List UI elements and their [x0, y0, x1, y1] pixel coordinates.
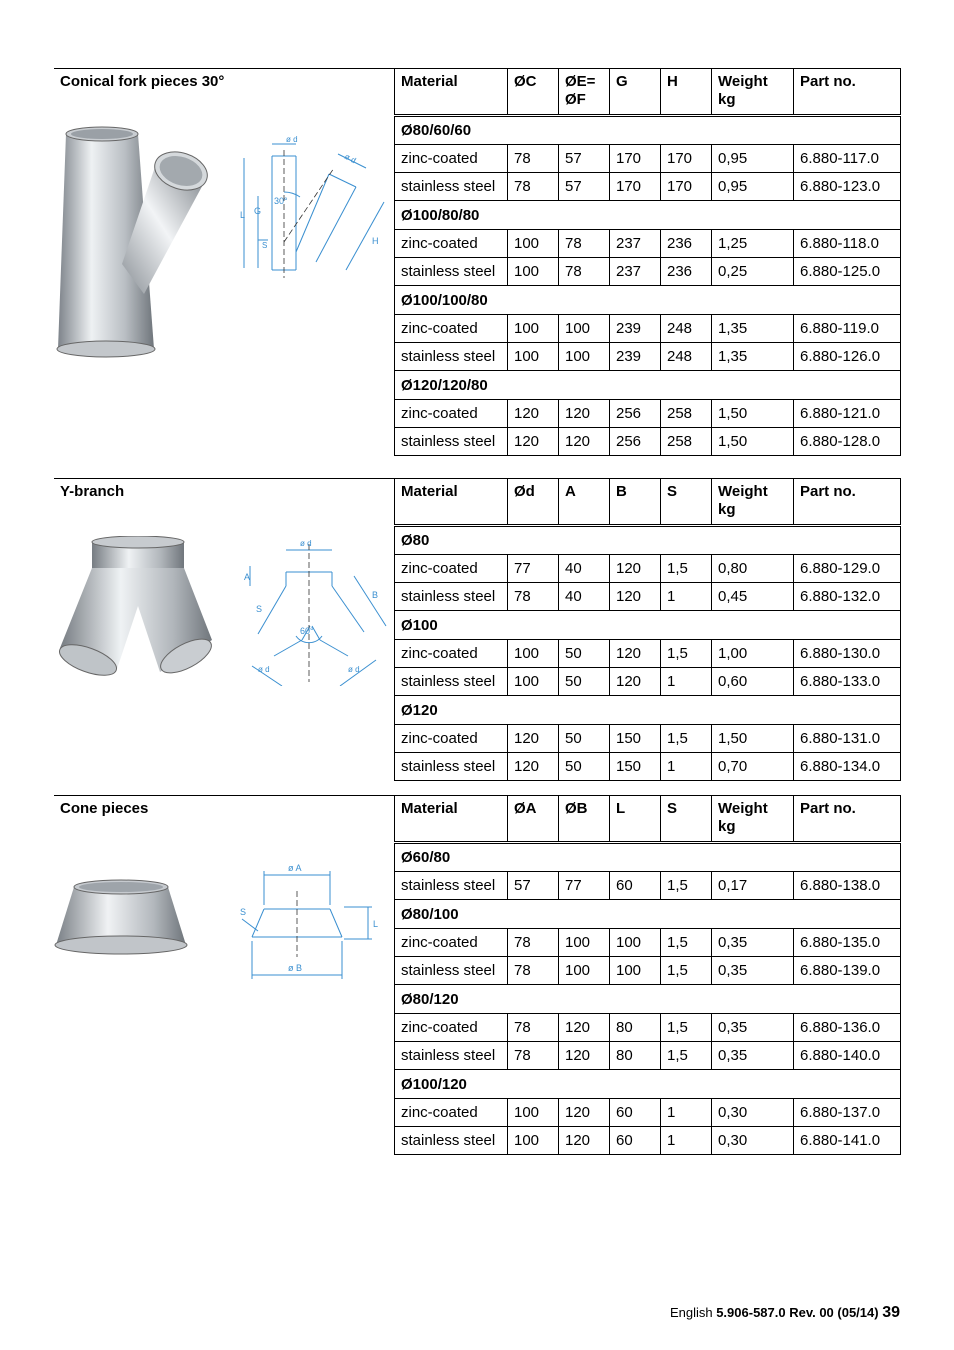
size-group-label: Ø80/60/60 — [395, 116, 901, 145]
footer-doc-number: 5.906-587.0 Rev. 00 (05/14) — [716, 1305, 879, 1320]
table-cell: 0,60 — [712, 668, 794, 696]
table-cell: 6.880-129.0 — [794, 555, 901, 583]
size-group-row — [395, 1070, 901, 1099]
size-group-row — [395, 843, 901, 872]
table-cell: 1,5 — [661, 555, 712, 583]
size-group-label: Ø120/120/80 — [395, 371, 901, 400]
table-cell: stainless steel — [395, 173, 508, 201]
table-cell: 77 — [508, 555, 559, 583]
column-header: ØA — [508, 796, 559, 843]
size-group-row — [395, 201, 901, 230]
table-cell: 100 — [559, 929, 610, 957]
size-group-label: Ø80/100 — [395, 900, 901, 929]
table-cell: 6.880-132.0 — [794, 583, 901, 611]
table-cell: 1,50 — [712, 725, 794, 753]
table-cell: 6.880-117.0 — [794, 145, 901, 173]
table-row — [395, 173, 901, 201]
table-cell: 78 — [508, 145, 559, 173]
table-cell: 100 — [508, 1099, 559, 1127]
table-cell: 120 — [559, 1042, 610, 1070]
table-cell: 100 — [559, 315, 610, 343]
column-header: L — [610, 796, 661, 843]
table-cell: 50 — [559, 725, 610, 753]
table-cell: zinc-coated — [395, 725, 508, 753]
conical-fork-drawing — [234, 132, 394, 282]
column-header: ØC — [508, 69, 559, 116]
table-cell: 78 — [508, 1014, 559, 1042]
table-cell: zinc-coated — [395, 1014, 508, 1042]
table-cell: 1 — [661, 668, 712, 696]
column-header: Part no. — [794, 69, 901, 116]
table-cell: 1,5 — [661, 929, 712, 957]
column-header: Weight kg — [712, 479, 794, 526]
table-header-row — [395, 69, 901, 116]
table-cell: 236 — [661, 230, 712, 258]
table-cell: 0,30 — [712, 1099, 794, 1127]
table-cell: 0,35 — [712, 957, 794, 985]
column-header: Part no. — [794, 479, 901, 526]
table-cell: stainless steel — [395, 583, 508, 611]
table-cell: 6.880-136.0 — [794, 1014, 901, 1042]
table-cell: 1,25 — [712, 230, 794, 258]
table-cell: 120 — [610, 640, 661, 668]
page-footer — [670, 1304, 900, 1322]
table-cell: 1,00 — [712, 640, 794, 668]
size-group-row — [395, 116, 901, 145]
size-group-row — [395, 371, 901, 400]
size-group-row — [395, 985, 901, 1014]
table-header-row — [395, 479, 901, 526]
table-cell: zinc-coated — [395, 315, 508, 343]
spec-table — [394, 478, 901, 781]
column-header: Weight kg — [712, 796, 794, 843]
table-cell: 40 — [559, 555, 610, 583]
table-row — [395, 929, 901, 957]
table-cell: 100 — [610, 929, 661, 957]
table-cell: 120 — [610, 555, 661, 583]
table-cell: stainless steel — [395, 668, 508, 696]
size-group-row — [395, 286, 901, 315]
size-group-label: Ø100/100/80 — [395, 286, 901, 315]
table-cell: zinc-coated — [395, 555, 508, 583]
table-row — [395, 957, 901, 985]
drawing-label-d-top: ø d — [300, 539, 312, 548]
table-cell: 50 — [559, 640, 610, 668]
table-cell: 100 — [508, 343, 559, 371]
column-header: Part no. — [794, 796, 901, 843]
table-cell: 100 — [508, 640, 559, 668]
table-cell: 237 — [610, 230, 661, 258]
table-cell: 120 — [610, 583, 661, 611]
drawing-label-d-left: ø d — [258, 665, 270, 674]
table-cell: 40 — [559, 583, 610, 611]
footer-language: English — [669, 1305, 713, 1320]
size-group-label: Ø120 — [395, 696, 901, 725]
table-cell: 170 — [610, 173, 661, 201]
table-cell: 100 — [559, 957, 610, 985]
table-row — [395, 343, 901, 371]
table-row — [395, 315, 901, 343]
drawing-label-L: L — [373, 919, 379, 929]
table-cell: 100 — [508, 1127, 559, 1155]
table-row — [395, 1014, 901, 1042]
table-cell: 248 — [661, 343, 712, 371]
table-cell: zinc-coated — [395, 1099, 508, 1127]
y-branch-photo — [56, 536, 216, 686]
table-cell: 237 — [610, 258, 661, 286]
table-cell: 0,25 — [712, 258, 794, 286]
table-cell: 170 — [661, 173, 712, 201]
table-cell: 100 — [610, 957, 661, 985]
table-row — [395, 583, 901, 611]
drawing-label-angle: 60° — [300, 626, 314, 636]
table-row — [395, 230, 901, 258]
table-header-row — [395, 796, 901, 843]
section-cone-pieces — [54, 795, 900, 1163]
table-cell: 6.880-128.0 — [794, 428, 901, 456]
drawing-label-d2: ø d — [343, 151, 358, 166]
table-cell: 1 — [661, 753, 712, 781]
table-cell: 100 — [508, 315, 559, 343]
table-cell: zinc-coated — [395, 145, 508, 173]
table-cell: 1 — [661, 1099, 712, 1127]
table-row — [395, 668, 901, 696]
table-cell: 60 — [610, 872, 661, 900]
table-cell: stainless steel — [395, 753, 508, 781]
table-cell: 120 — [559, 428, 610, 456]
table-cell: 78 — [508, 1042, 559, 1070]
drawing-label-B: B — [372, 590, 379, 600]
table-cell: 1 — [661, 583, 712, 611]
table-cell: 1,35 — [712, 315, 794, 343]
table-cell: 50 — [559, 668, 610, 696]
table-cell: 78 — [559, 258, 610, 286]
table-cell: 6.880-139.0 — [794, 957, 901, 985]
table-cell: 256 — [610, 400, 661, 428]
table-cell: zinc-coated — [395, 640, 508, 668]
table-row — [395, 1042, 901, 1070]
table-cell: 0,95 — [712, 145, 794, 173]
table-cell: 78 — [508, 173, 559, 201]
section-y-branch — [54, 478, 900, 786]
drawing-label-A: A — [244, 572, 251, 582]
column-header: Weight kg — [712, 69, 794, 116]
table-cell: stainless steel — [395, 872, 508, 900]
table-cell: 1,5 — [661, 872, 712, 900]
table-cell: 0,17 — [712, 872, 794, 900]
size-group-label: Ø100 — [395, 611, 901, 640]
table-cell: 120 — [559, 1099, 610, 1127]
table-cell: 170 — [610, 145, 661, 173]
table-cell: 6.880-131.0 — [794, 725, 901, 753]
column-header: Ød — [508, 479, 559, 526]
spec-table — [394, 68, 901, 456]
drawing-label-angle: 30° — [274, 196, 288, 206]
table-cell: 120 — [508, 400, 559, 428]
table-cell: 120 — [610, 668, 661, 696]
table-cell: 6.880-119.0 — [794, 315, 901, 343]
cone-piece-photo — [54, 879, 190, 961]
table-cell: 57 — [559, 173, 610, 201]
table-cell: 57 — [508, 872, 559, 900]
table-cell: 120 — [508, 428, 559, 456]
table-cell: 239 — [610, 315, 661, 343]
table-cell: 100 — [508, 258, 559, 286]
conical-fork-photo — [56, 124, 216, 368]
table-cell: 6.880-125.0 — [794, 258, 901, 286]
table-cell: 120 — [559, 400, 610, 428]
section-title: Y-branch — [54, 478, 394, 502]
section-title: Cone pieces — [54, 795, 394, 819]
table-cell: 0,30 — [712, 1127, 794, 1155]
table-cell: 120 — [559, 1127, 610, 1155]
table-cell: 1 — [661, 1127, 712, 1155]
table-cell: 1,5 — [661, 725, 712, 753]
table-cell: zinc-coated — [395, 230, 508, 258]
section-conical-fork — [54, 68, 900, 464]
column-header: Material — [395, 69, 508, 116]
table-cell: 1,5 — [661, 957, 712, 985]
table-cell: 6.880-141.0 — [794, 1127, 901, 1155]
table-cell: 6.880-138.0 — [794, 872, 901, 900]
table-cell: 78 — [508, 929, 559, 957]
table-cell: 120 — [508, 725, 559, 753]
table-cell: 0,35 — [712, 929, 794, 957]
table-cell: stainless steel — [395, 957, 508, 985]
drawing-label-S: S — [256, 604, 263, 614]
table-cell: 1,5 — [661, 640, 712, 668]
table-cell: 6.880-123.0 — [794, 173, 901, 201]
table-cell: 0,80 — [712, 555, 794, 583]
drawing-label-A: ø A — [288, 863, 302, 873]
table-cell: stainless steel — [395, 343, 508, 371]
spec-table — [394, 795, 901, 1155]
column-header: G — [610, 69, 661, 116]
table-cell: 239 — [610, 343, 661, 371]
table-cell: 57 — [559, 145, 610, 173]
drawing-label-G: G — [254, 206, 262, 216]
table-row — [395, 145, 901, 173]
table-cell: 6.880-135.0 — [794, 929, 901, 957]
table-cell: 60 — [610, 1099, 661, 1127]
table-cell: 0,35 — [712, 1042, 794, 1070]
drawing-label-S: S — [262, 241, 268, 250]
column-header: ØE= ØF — [559, 69, 610, 116]
size-group-label: Ø100/120 — [395, 1070, 901, 1099]
column-header: S — [661, 479, 712, 526]
table-cell: 120 — [559, 1014, 610, 1042]
table-cell: 256 — [610, 428, 661, 456]
size-group-row — [395, 526, 901, 555]
drawing-label-H: H — [372, 236, 379, 246]
table-row — [395, 258, 901, 286]
table-cell: 236 — [661, 258, 712, 286]
cone-piece-drawing — [240, 861, 394, 987]
column-header: ØB — [559, 796, 610, 843]
column-header: A — [559, 479, 610, 526]
table-cell: 100 — [508, 668, 559, 696]
table-cell: 0,95 — [712, 173, 794, 201]
column-header: S — [661, 796, 712, 843]
size-group-row — [395, 900, 901, 929]
table-row — [395, 640, 901, 668]
table-cell: 248 — [661, 315, 712, 343]
table-cell: 170 — [661, 145, 712, 173]
drawing-label-S: S — [240, 907, 247, 917]
table-cell: 6.880-118.0 — [794, 230, 901, 258]
table-row — [395, 1099, 901, 1127]
table-cell: 6.880-126.0 — [794, 343, 901, 371]
table-cell: 6.880-140.0 — [794, 1042, 901, 1070]
size-group-label: Ø80/120 — [395, 985, 901, 1014]
table-cell: 50 — [559, 753, 610, 781]
column-header: Material — [395, 796, 508, 843]
page-number: 39 — [882, 1304, 900, 1321]
column-header: Material — [395, 479, 508, 526]
section-title: Conical fork pieces 30° — [54, 68, 394, 92]
size-group-label: Ø60/80 — [395, 843, 901, 872]
table-cell: 77 — [559, 872, 610, 900]
table-row — [395, 400, 901, 428]
table-row — [395, 555, 901, 583]
table-row — [395, 725, 901, 753]
size-group-row — [395, 696, 901, 725]
table-cell: 80 — [610, 1014, 661, 1042]
size-group-row — [395, 611, 901, 640]
table-cell: 6.880-137.0 — [794, 1099, 901, 1127]
drawing-label-d1: ø d — [286, 135, 298, 144]
table-cell: 0,45 — [712, 583, 794, 611]
table-cell: stainless steel — [395, 1127, 508, 1155]
table-row — [395, 1127, 901, 1155]
table-cell: 6.880-134.0 — [794, 753, 901, 781]
column-header: B — [610, 479, 661, 526]
drawing-label-B: ø B — [288, 963, 303, 973]
table-cell: 78 — [508, 957, 559, 985]
table-cell: 78 — [559, 230, 610, 258]
table-cell: 78 — [508, 583, 559, 611]
table-cell: 1,35 — [712, 343, 794, 371]
table-cell: zinc-coated — [395, 400, 508, 428]
table-cell: 1,5 — [661, 1014, 712, 1042]
table-cell: 150 — [610, 753, 661, 781]
table-cell: 80 — [610, 1042, 661, 1070]
table-cell: 0,70 — [712, 753, 794, 781]
table-row — [395, 753, 901, 781]
size-group-label: Ø100/80/80 — [395, 201, 901, 230]
table-row — [395, 428, 901, 456]
table-cell: 6.880-130.0 — [794, 640, 901, 668]
table-cell: 60 — [610, 1127, 661, 1155]
table-cell: 150 — [610, 725, 661, 753]
table-cell: 0,35 — [712, 1014, 794, 1042]
table-cell: 100 — [559, 343, 610, 371]
table-cell: zinc-coated — [395, 929, 508, 957]
table-cell: stainless steel — [395, 428, 508, 456]
table-cell: 258 — [661, 400, 712, 428]
table-cell: stainless steel — [395, 1042, 508, 1070]
column-header: H — [661, 69, 712, 116]
y-branch-drawing — [236, 536, 394, 686]
size-group-label: Ø80 — [395, 526, 901, 555]
drawing-label-d-right: ø d — [348, 665, 360, 674]
drawing-label-L: L — [240, 210, 246, 220]
table-cell: 258 — [661, 428, 712, 456]
table-cell: 1,50 — [712, 400, 794, 428]
table-cell: 120 — [508, 753, 559, 781]
table-cell: 100 — [508, 230, 559, 258]
table-cell: 6.880-133.0 — [794, 668, 901, 696]
table-cell: stainless steel — [395, 258, 508, 286]
table-cell: 1,50 — [712, 428, 794, 456]
table-row — [395, 872, 901, 900]
table-cell: 1,5 — [661, 1042, 712, 1070]
table-cell: 6.880-121.0 — [794, 400, 901, 428]
